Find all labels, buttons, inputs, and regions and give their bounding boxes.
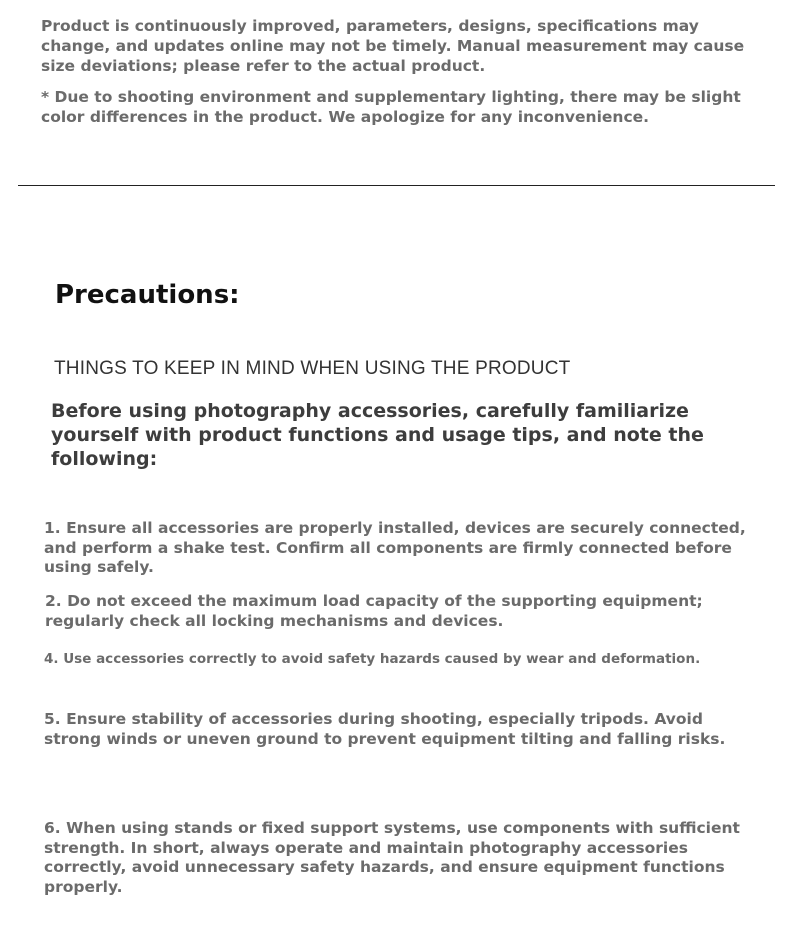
color-difference-note: * Due to shooting environment and supplementary lighting, there may be slight color differences in the product. We apologize for any inconvenience.: [41, 88, 741, 126]
precautions-intro: Before using photography accessories, carefully familiarize yourself with product functions and usage tips, and note the following:: [51, 400, 704, 470]
precaution-item: 5. Ensure stability of accessories during shooting, especially tripods. Avoid strong winds or uneven ground to prevent equipment tilting and falling risks.: [44, 710, 726, 748]
precautions-subtitle: THINGS TO KEEP IN MIND WHEN USING THE PRODUCT: [54, 358, 571, 379]
precaution-item: 6. When using stands or fixed support systems, use components with sufficient strength. In short, always operate and maintain photography accessories correctly, avoid unnecessary safety hazards, and ensure equipment functions properly.: [44, 819, 740, 896]
section-divider: [18, 185, 775, 186]
precautions-title: Precautions:: [55, 280, 240, 310]
precaution-item: 4. Use accessories correctly to avoid safety hazards caused by wear and deformation.: [44, 651, 701, 667]
precaution-item: 2. Do not exceed the maximum load capacity of the supporting equipment; regularly check all locking mechanisms and devices.: [45, 592, 703, 630]
disclaimer-text: Product is continuously improved, parameters, designs, specifications may change, and updates online may not be timely. Manual measurement may cause size deviations; please refer to the actual product.: [41, 17, 745, 75]
precaution-item: 1. Ensure all accessories are properly installed, devices are securely connected, and perform a shake test. Confirm all components are firmly connected before using safely.: [44, 519, 746, 576]
